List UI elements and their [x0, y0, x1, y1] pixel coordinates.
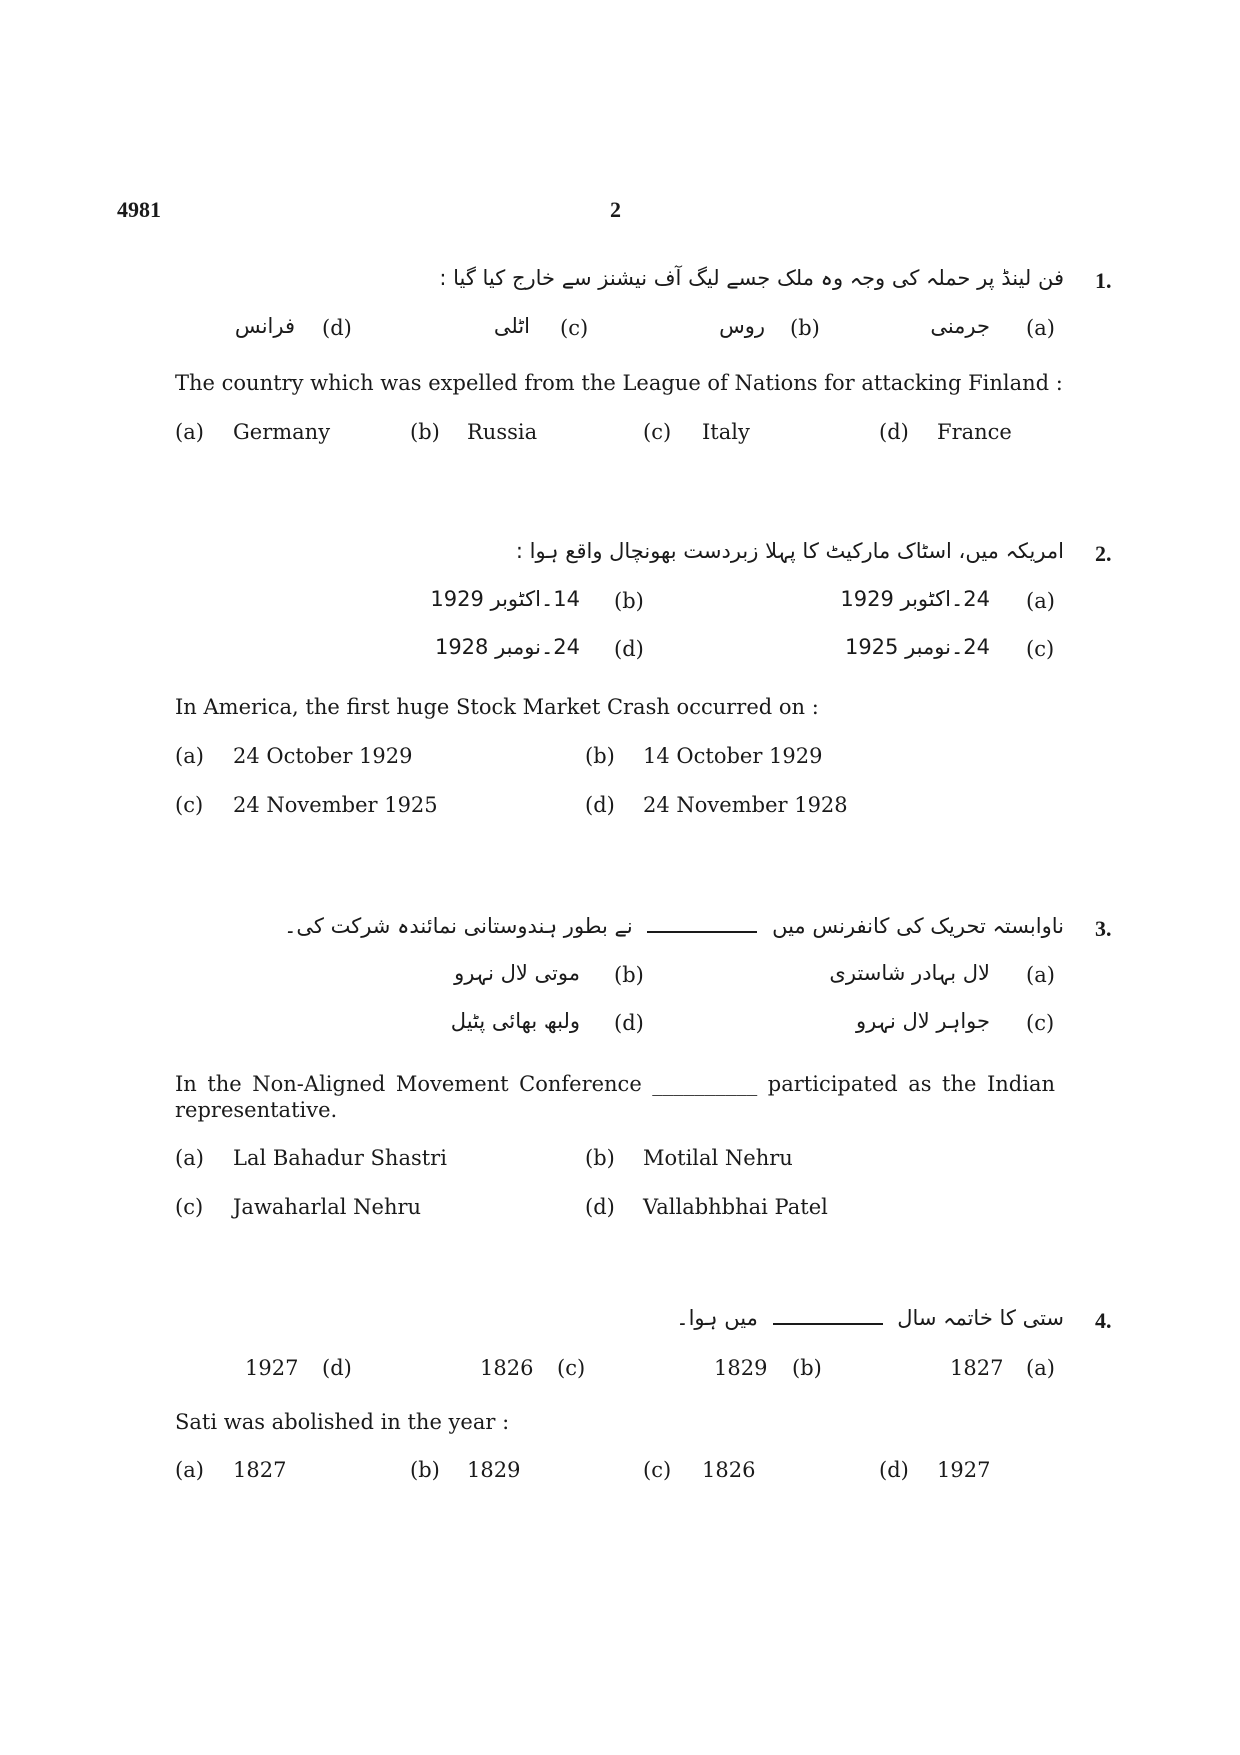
question-number: 1. — [1095, 268, 1112, 293]
urdu-option-label-a: (a) — [1026, 1356, 1055, 1380]
english-option-label-c: (c) — [175, 793, 204, 817]
urdu-question-text: امریکہ میں، اسٹاک مارکیٹ کا پہلا زبردست بھونچال واقع ہوا : — [515, 539, 1064, 563]
english-option-d: Vallabhbhai Patel — [643, 1195, 828, 1219]
urdu-option-d: ولبھ بھائی پٹیل — [450, 1009, 580, 1033]
urdu-option-b: 1829 — [714, 1356, 768, 1380]
urdu-option-label-b: (b) — [614, 963, 644, 987]
urdu-question-text — [284, 914, 1064, 938]
urdu-question-end: میں ہوا۔ — [676, 1306, 758, 1330]
urdu-option-label-c: (c) — [1026, 1011, 1055, 1035]
english-option-label-a: (a) — [175, 1146, 204, 1170]
urdu-option-a: جرمنی — [930, 314, 990, 338]
urdu-option-label-a: (a) — [1026, 589, 1055, 613]
urdu-question-start: ستی کا خاتمہ سال — [897, 1306, 1064, 1330]
urdu-option-label-d: (d) — [322, 316, 352, 340]
english-option-d: France — [937, 420, 1012, 444]
english-option-label-a: (a) — [175, 1458, 204, 1482]
english-option-c: 1826 — [702, 1458, 756, 1482]
english-option-label-a: (a) — [175, 420, 204, 444]
urdu-option-d: 24۔نومبر 1928 — [434, 635, 580, 659]
english-option-label-c: (c) — [643, 1458, 672, 1482]
english-option-b: Motilal Nehru — [643, 1146, 793, 1170]
english-option-label-b: (b) — [410, 420, 440, 444]
english-option-d: 24 November 1928 — [643, 793, 848, 817]
english-question-text: In America, the first huge Stock Market Crash occurred on : — [175, 695, 819, 719]
question-number: 3. — [1095, 916, 1112, 941]
urdu-option-c: 1826 — [480, 1356, 534, 1380]
urdu-option-label-d: (d) — [322, 1356, 352, 1380]
urdu-option-b: موتی لال نہرو — [454, 961, 580, 985]
blank-line — [773, 1323, 883, 1325]
english-option-label-c: (c) — [643, 420, 672, 444]
english-option-label-d: (d) — [585, 793, 615, 817]
page-number: 2 — [610, 197, 621, 222]
english-option-label-b: (b) — [585, 1146, 615, 1170]
english-question-text: Sati was abolished in the year : — [175, 1410, 510, 1434]
english-option-b: 14 October 1929 — [643, 744, 823, 768]
urdu-option-label-c: (c) — [557, 1356, 586, 1380]
english-option-d: 1927 — [937, 1458, 991, 1482]
urdu-option-label-b: (b) — [614, 589, 644, 613]
urdu-option-label-b: (b) — [790, 316, 820, 340]
urdu-option-a: 1827 — [950, 1356, 1004, 1380]
english-option-label-c: (c) — [175, 1195, 204, 1219]
urdu-option-label-a: (a) — [1026, 316, 1055, 340]
urdu-option-a: لال بہادر شاستری — [829, 961, 990, 985]
urdu-option-label-c: (c) — [560, 316, 589, 340]
question-number: 4. — [1095, 1308, 1112, 1333]
blank-line — [647, 931, 757, 933]
english-option-label-d: (d) — [879, 1458, 909, 1482]
urdu-option-label-b: (b) — [792, 1356, 822, 1380]
urdu-option-a: 24۔اکٹوبر 1929 — [840, 587, 990, 611]
urdu-question-start: ناوابستہ تحریک کی کانفرنس میں — [772, 914, 1064, 938]
urdu-option-label-a: (a) — [1026, 963, 1055, 987]
paper-code: 4981 — [117, 197, 161, 222]
urdu-option-b: روس — [719, 314, 765, 338]
urdu-option-d: فرانس — [234, 314, 295, 338]
urdu-question-end: نے بطور ہندوستانی نمائندہ شرکت کی۔ — [284, 914, 633, 938]
urdu-question-text — [676, 1306, 1064, 1330]
urdu-option-c: جواہر لال نہرو — [855, 1009, 990, 1033]
english-option-b: 1829 — [467, 1458, 521, 1482]
english-option-c: 24 November 1925 — [233, 793, 438, 817]
english-option-label-a: (a) — [175, 744, 204, 768]
english-option-label-d: (d) — [585, 1195, 615, 1219]
english-option-label-d: (d) — [879, 420, 909, 444]
english-option-c: Italy — [702, 420, 750, 444]
english-question-text: The country which was expelled from the League of Nations for attacking Finland : — [175, 371, 1063, 395]
english-option-a: Germany — [233, 420, 331, 444]
urdu-question-text: فن لینڈ پر حملہ کی وجہ وہ ملک جسے لیگ آف نیشنز سے خارج کیا گیا : — [439, 266, 1064, 290]
urdu-option-label-d: (d) — [614, 637, 644, 661]
urdu-option-c: اٹلی — [493, 314, 530, 338]
question-number: 2. — [1095, 541, 1112, 566]
urdu-option-label-d: (d) — [614, 1011, 644, 1035]
urdu-option-c: 24۔نومبر 1925 — [844, 635, 990, 659]
english-option-a: 1827 — [233, 1458, 287, 1482]
english-option-label-b: (b) — [585, 744, 615, 768]
urdu-option-d: 1927 — [245, 1356, 299, 1380]
english-option-b: Russia — [467, 420, 538, 444]
urdu-option-label-c: (c) — [1026, 637, 1055, 661]
english-question-text: In the Non-Aligned Movement Conference __________ participated as the Indian representative. — [175, 1072, 1055, 1122]
english-option-c: Jawaharlal Nehru — [233, 1195, 422, 1219]
english-option-a: Lal Bahadur Shastri — [233, 1146, 447, 1170]
urdu-option-b: 14۔اکٹوبر 1929 — [430, 587, 580, 611]
english-option-a: 24 October 1929 — [233, 744, 413, 768]
english-option-label-b: (b) — [410, 1458, 440, 1482]
